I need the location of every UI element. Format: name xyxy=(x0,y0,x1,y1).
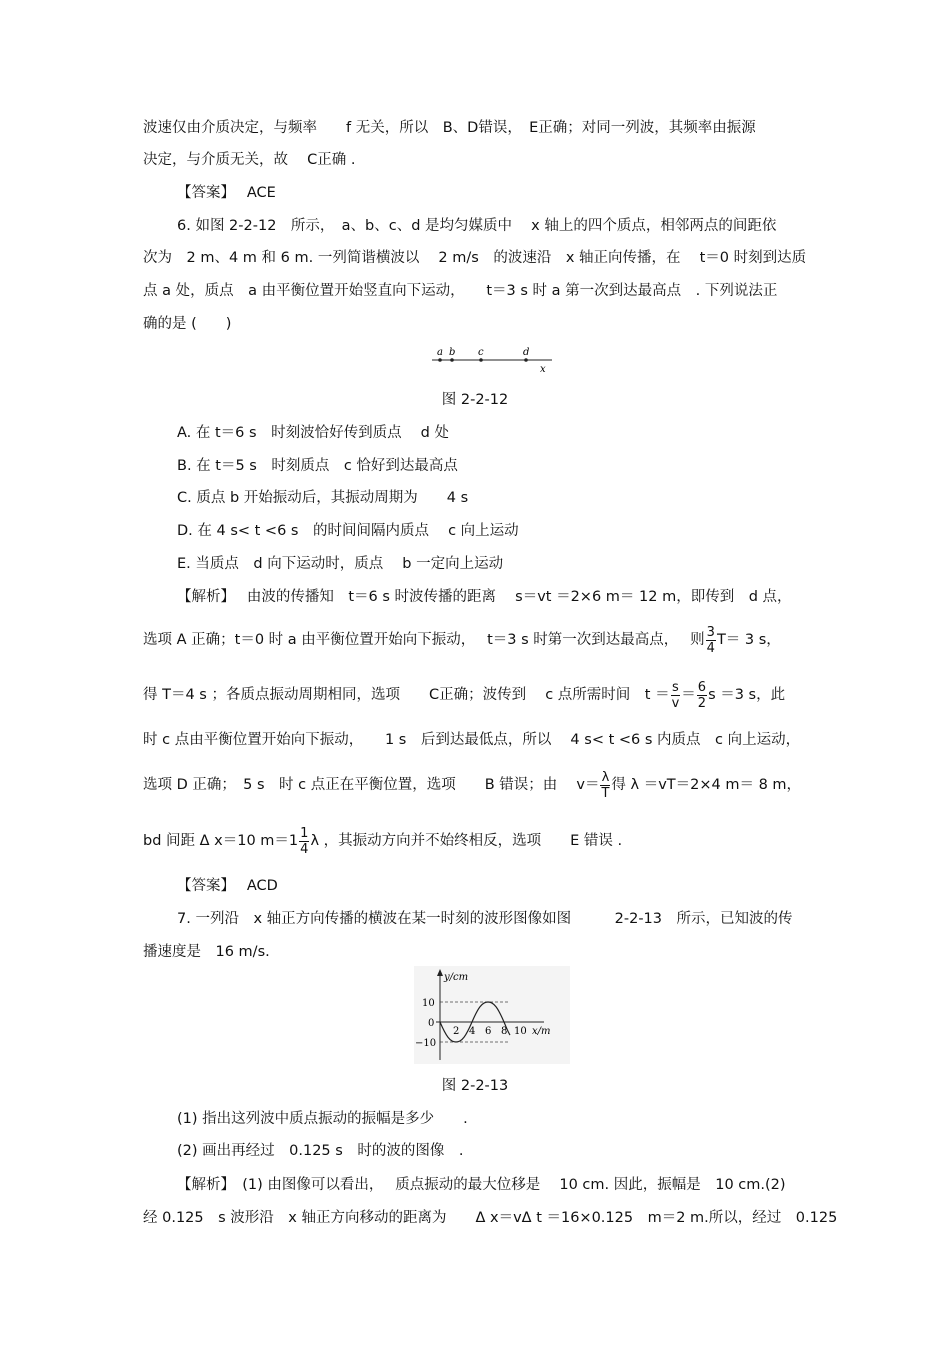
x-tick-8: 8 xyxy=(501,1026,508,1037)
question-7-line: 7. 一列沿 x 轴正方向传播的横波在某一时刻的波形图像如图 2-2-13 所示，已知波的传 xyxy=(177,911,793,927)
text-line: 波速仅由介质决定，与频率 f 无关，所以 B、D错误， E正确；对同一列波，其频率由振源 xyxy=(143,120,756,136)
label-b: b xyxy=(449,347,456,358)
option-b: B. 在 t＝5 s 时刻质点 c 恰好到达最高点 xyxy=(177,458,458,474)
option-c: C. 质点 b 开始振动后，其振动周期为 4 s xyxy=(177,490,469,506)
solution-line: 得 T＝4 s ；各质点振动周期相同，选项 C正确；波传到 c 点所需时间 t ＝ $\frac{s}{v}$ ＝ $\frac{6}{2}$ s ＝3 s，此 xyxy=(143,679,786,711)
point-b xyxy=(450,358,454,362)
y-tick-neg10: −10 xyxy=(415,1038,437,1049)
label-c: c xyxy=(478,347,484,358)
fraction-3-4: $\frac{3}{4}$ xyxy=(706,624,715,656)
figure-2-2-13 xyxy=(414,966,570,1064)
solution-line: 时 c 点由平衡位置开始向下振动， 1 s 后到达最低点，所以 4 s< t <6 s 内质点 c 向上运动， xyxy=(143,732,801,748)
option-a: A. 在 t＝6 s 时刻波恰好传到质点 d 处 xyxy=(177,425,449,441)
option-d: D. 在 4 s< t <6 s 的时间间隔内质点 c 向上运动 xyxy=(177,523,519,539)
label-a: a xyxy=(437,347,443,358)
figure-caption: 图 2-2-12 xyxy=(441,392,509,408)
question-7-line: 播速度是 16 m/s. xyxy=(143,944,270,960)
x-tick-6: 6 xyxy=(485,1026,492,1037)
label-d: d xyxy=(523,347,530,358)
solution-line: bd 间距 Δ x＝10 m＝1 $\frac{1}{4}$ λ ，其振动方向并不始终相反，选项 E 错误 . xyxy=(143,825,623,857)
fraction-lambda-T: $\frac{\lambda}{T}$ xyxy=(601,769,610,801)
y-tick-0: 0 xyxy=(428,1018,435,1029)
x-tick-4: 4 xyxy=(469,1026,476,1037)
y-axis-label: y/cm xyxy=(444,972,469,983)
point-a xyxy=(438,358,442,362)
axis-label-x: x xyxy=(540,364,546,375)
point-d xyxy=(524,358,528,362)
question-6-line: 次为 2 m、4 m 和 6 m. 一列简谐横波以 2 m/s 的波速沿 x 轴正向传播，在 t＝0 时刻到达质 xyxy=(143,250,807,266)
figure-2-2-12 xyxy=(428,343,558,375)
question-7-part-1: (1) 指出这列波中质点振动的振幅是多少 . xyxy=(177,1111,468,1127)
question-6-line: 6. 如图 2-2-12 所示， a、b、c、d 是均匀媒质中 x 轴上的四个质点，相邻两点的间距依 xyxy=(177,218,777,234)
y-tick-10: 10 xyxy=(422,998,435,1009)
figure-caption: 图 2-2-13 xyxy=(441,1078,509,1094)
point-c xyxy=(479,358,483,362)
solution-line: 经 0.125 s 波形沿 x 轴正方向移动的距离为 Δ x＝vΔ t ＝16×0.125 m＝2 m.所以，经过 0.125 xyxy=(143,1210,838,1226)
x-tick-10: 10 xyxy=(514,1026,527,1037)
fraction-s-v: $\frac{s}{v}$ xyxy=(671,679,680,711)
x-tick-2: 2 xyxy=(453,1026,460,1037)
x-axis-label: x/m xyxy=(532,1026,551,1037)
question-6-line: 点 a 处，质点 a 由平衡位置开始竖直向下运动， t＝3 s 时 a 第一次到达最高点 . 下列说法正 xyxy=(143,283,778,299)
solution-line: 【解析】 由波的传播知 t＝6 s 时波传播的距离 s＝vt ＝2×6 m＝ 12 m，即传到 d 点， xyxy=(177,589,792,605)
answer-6: 【答案】 ACD xyxy=(177,878,278,894)
option-e: E. 当质点 d 向下运动时，质点 b 一定向上运动 xyxy=(177,556,504,572)
text-line: 决定，与介质无关，故 C正确 . xyxy=(143,152,356,168)
solution-line: 选项 A 正确；t＝0 时 a 由平衡位置开始向下振动， t＝3 s 时第一次到达最高点， 则 $\frac{3}{4}$ T＝ 3 s， xyxy=(143,624,781,656)
fraction-1-4: $\frac{1}{4}$ xyxy=(300,825,309,857)
solution-line: 【解析】 (1) 由图像可以看出， 质点振动的最大位移是 10 cm. 因此，振幅是 10 cm.(2) xyxy=(177,1177,786,1193)
answer-5: 【答案】 ACE xyxy=(177,185,276,201)
fraction-6-2: $\frac{6}{2}$ xyxy=(697,679,707,711)
question-6-line: 确的是 ( ) xyxy=(143,316,232,332)
question-7-part-2: (2) 画出再经过 0.125 s 时的波的图像 . xyxy=(177,1143,464,1159)
solution-line: 选项 D 正确； 5 s 时 c 点正在平衡位置，选项 B 错误；由 v＝ $\frac{\lambda}{T}$ 得 λ ＝vT＝2×4 m＝ 8 m， xyxy=(143,769,802,801)
